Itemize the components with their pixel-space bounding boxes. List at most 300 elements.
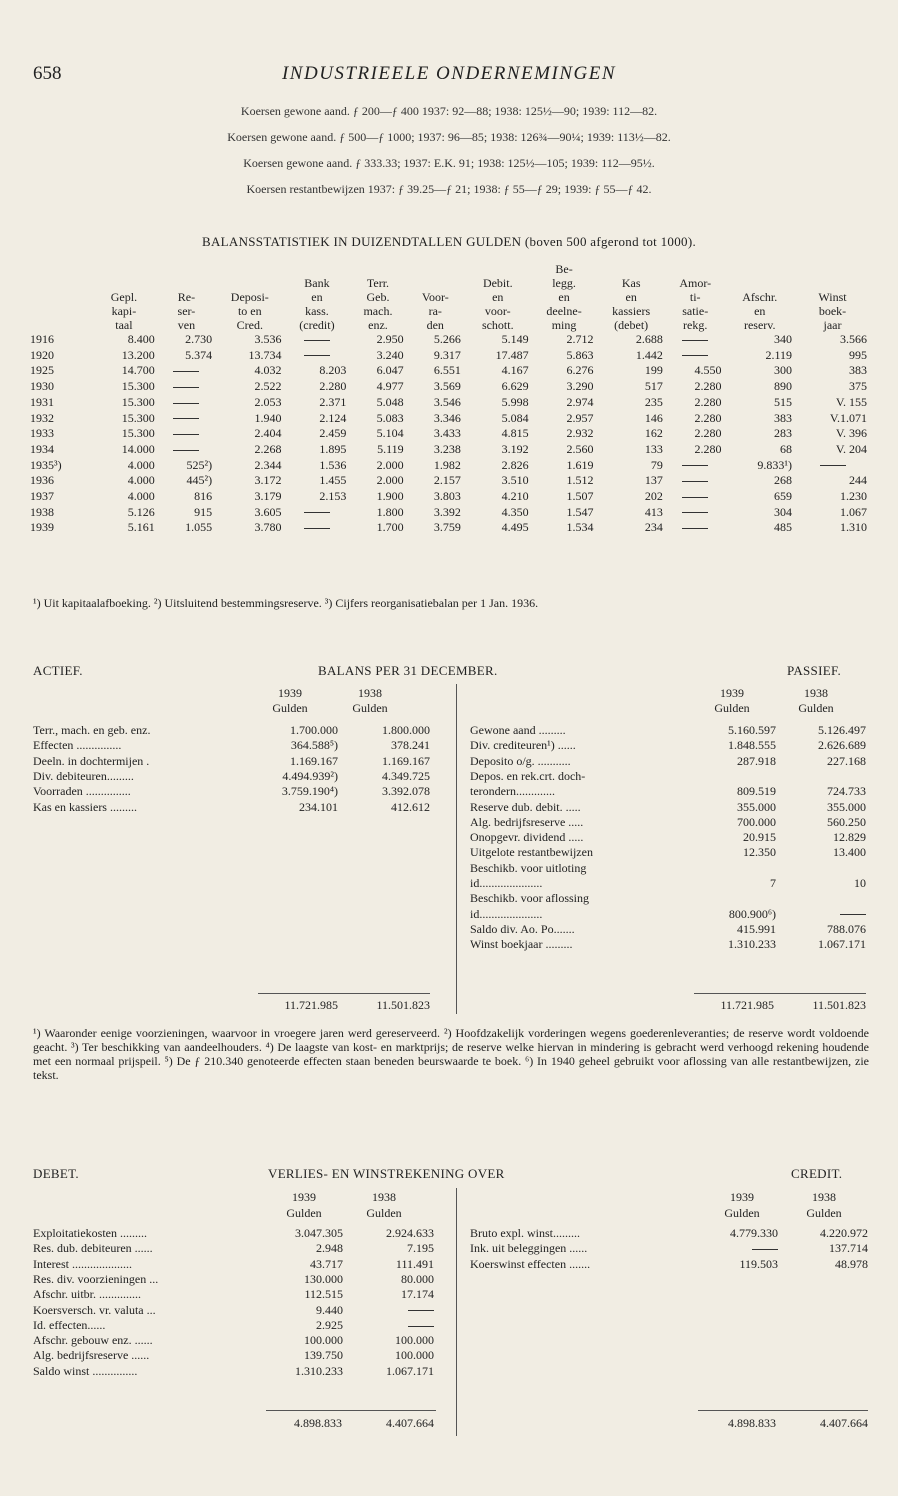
ledger-label: Terr., mach. en geb. enz. xyxy=(33,723,151,737)
ledger-label: Id. effecten...... xyxy=(33,1317,106,1332)
value-cell: 2.280 xyxy=(694,410,722,425)
value-cell: 517 xyxy=(644,379,663,394)
column-header xyxy=(407,262,464,276)
value-cell: 202 xyxy=(644,489,663,504)
value-cell: 2.119 xyxy=(765,347,792,362)
actief-heading: ACTIEF. xyxy=(33,663,83,678)
value-cell: 1.512 xyxy=(566,473,594,488)
ledger-value-1938: 2.626.689 xyxy=(818,738,866,753)
value-cell xyxy=(158,442,215,458)
value-cell: 15.300 xyxy=(121,379,155,394)
total-actief-1938: 11.501.823 xyxy=(376,998,430,1012)
ledger-value-1939: 12.350 xyxy=(743,845,776,860)
column-header: ser- xyxy=(177,304,196,318)
value-cell: 5.119 xyxy=(377,441,404,456)
value-cell: 915 xyxy=(194,504,213,519)
ledger-label: Beschikb. voor uitloting xyxy=(470,860,587,875)
value-cell: 525²) xyxy=(186,457,213,472)
ledger-value-1939: 112.515 xyxy=(304,1287,343,1302)
ledger-label: Alg. bedrijfsreserve ..... xyxy=(470,814,584,829)
ledger-value-1939: 355.000 xyxy=(737,799,776,814)
year-cell: 1916 xyxy=(30,332,54,346)
ledger-value-1939: 1.310.233 xyxy=(728,937,776,952)
ledger-value-1939: 2.925 xyxy=(316,1317,343,1332)
year-cell: 1937 xyxy=(30,489,54,504)
ledger-label: Onopgevr. dividend ..... xyxy=(470,830,584,845)
ledger-label: Effecten ............... xyxy=(33,738,122,753)
unit-header: Gulden xyxy=(272,701,308,715)
table-row xyxy=(30,442,870,458)
ledger-value-1938: 412.612 xyxy=(391,799,430,814)
year-cell: 1939 xyxy=(30,520,54,535)
ledger-label: Gewone aand ......... xyxy=(470,723,566,737)
year-header: 1939 xyxy=(292,1190,316,1204)
value-cell xyxy=(285,520,350,536)
value-cell: 5.083 xyxy=(376,410,404,425)
dash-mark xyxy=(304,528,330,529)
value-cell: 1.507 xyxy=(566,489,594,504)
value-cell xyxy=(285,348,350,364)
total-debet-1939: 4.898.833 xyxy=(294,1416,342,1430)
value-cell: 3.172 xyxy=(254,473,282,488)
total-debet-1938: 4.407.664 xyxy=(386,1416,434,1430)
column-header xyxy=(795,262,870,276)
table-row xyxy=(30,379,870,395)
column-header: taal xyxy=(115,318,133,332)
column-header xyxy=(596,262,665,276)
column-header xyxy=(725,262,795,276)
value-cell: 485 xyxy=(774,520,792,535)
column-header: en xyxy=(625,290,637,304)
value-cell: 14.000 xyxy=(121,441,155,456)
ledger-value-1939: 9.440 xyxy=(316,1302,343,1317)
column-header: en xyxy=(492,290,504,304)
value-cell: 659 xyxy=(774,489,792,504)
ledger-value-1938: 2.924.633 xyxy=(386,1226,434,1240)
value-cell: 1.940 xyxy=(254,410,282,425)
value-cell: 15.300 xyxy=(121,394,155,409)
unit-header: Gulden xyxy=(724,1206,760,1220)
value-cell: 244 xyxy=(849,473,867,488)
value-cell xyxy=(158,363,215,379)
column-header xyxy=(158,276,215,290)
column-header xyxy=(215,262,284,276)
value-cell: 2.000 xyxy=(376,457,404,472)
year-cell: 1938 xyxy=(30,504,54,519)
total-passief-1939: 11.721.985 xyxy=(720,998,774,1012)
column-header: voor- xyxy=(484,304,511,318)
column-header xyxy=(215,276,284,290)
value-cell: 2.950 xyxy=(376,332,404,346)
column-header: Kas xyxy=(621,276,641,290)
column-divider xyxy=(456,684,457,1014)
value-cell: 3.546 xyxy=(433,394,461,409)
ledger-value-1939: 20.915 xyxy=(743,830,776,845)
koersen-line: Koersen gewone aand. ƒ 333.33; 1937: E.K. 91; 1938: 125½—105; 1939: 112—95½. xyxy=(243,156,655,170)
value-cell: 2.344 xyxy=(254,457,282,472)
value-cell: 2.560 xyxy=(566,441,594,456)
ledger-value-1938: 80.000 xyxy=(401,1271,434,1286)
column-header: satie- xyxy=(682,304,709,318)
koersen-line: Koersen gewone aand. ƒ 200—ƒ 400 1937: 92—88; 1938: 125½—90; 1939: 112—82. xyxy=(240,104,658,118)
dash-mark xyxy=(682,497,708,498)
value-cell: 1.230 xyxy=(840,489,867,504)
value-cell xyxy=(666,348,725,364)
column-header xyxy=(90,276,158,290)
year-cell: 1930 xyxy=(30,379,54,394)
value-cell: 445²) xyxy=(186,473,213,488)
value-cell: 4.000 xyxy=(127,473,155,488)
value-cell: 3.566 xyxy=(840,332,867,346)
ledger-value-1938 xyxy=(776,907,866,921)
value-cell: 2.712 xyxy=(566,332,594,346)
value-cell: 234 xyxy=(644,520,663,535)
value-cell: 5.048 xyxy=(376,394,404,409)
value-cell: 137 xyxy=(644,473,663,488)
value-cell: 383 xyxy=(849,363,867,378)
ledger-value-1938: 1.067.171 xyxy=(818,937,866,952)
dash-mark xyxy=(682,481,708,482)
column-header: Deposi- xyxy=(230,290,269,304)
value-cell: 2.280 xyxy=(694,379,722,394)
year-cell: 1932 xyxy=(30,410,54,425)
value-cell xyxy=(666,458,725,474)
ledger-value-1938: 17.174 xyxy=(401,1287,434,1302)
value-cell: 3.192 xyxy=(501,441,529,456)
year-header: 1938 xyxy=(804,686,828,700)
value-cell: 3.759 xyxy=(433,520,461,535)
value-cell: 15.300 xyxy=(121,426,155,441)
column-header xyxy=(666,262,725,276)
ledger-label: Deposito o/g. ........... xyxy=(470,753,571,768)
ledger-value-1938: 378.241 xyxy=(391,738,430,753)
debet-heading: DEBET. xyxy=(33,1166,79,1181)
ledger-value-1939: 234.101 xyxy=(299,799,338,814)
value-cell: 383 xyxy=(774,410,792,425)
value-cell: 3.179 xyxy=(254,489,282,504)
value-cell: 5.161 xyxy=(127,520,155,535)
column-divider xyxy=(456,1188,457,1436)
value-cell: 2.826 xyxy=(501,457,529,472)
value-cell: 8.400 xyxy=(127,332,155,346)
ledger-value-1939: 5.160.597 xyxy=(728,723,776,737)
ledger-value-1938: 724.733 xyxy=(827,784,866,799)
column-header: mach. xyxy=(363,304,393,318)
value-cell xyxy=(666,473,725,489)
year-cell: 1925 xyxy=(30,363,54,378)
ledger-value-1938: 788.076 xyxy=(827,921,866,936)
value-cell: 5.126 xyxy=(127,504,155,519)
ledger-label: Kas en kassiers ......... xyxy=(33,799,137,814)
year-header: 1938 xyxy=(372,1190,396,1204)
page-number: 658 xyxy=(33,63,62,84)
value-cell: 2.157 xyxy=(433,473,461,488)
total-rule xyxy=(266,1410,436,1411)
ledger-label: Res. dub. debiteuren ...... xyxy=(33,1241,153,1256)
column-header: en xyxy=(558,290,570,304)
column-header: kapi- xyxy=(111,304,137,318)
ledger-value-1938: 137.714 xyxy=(829,1241,868,1256)
table-row xyxy=(30,395,870,411)
value-cell: 162 xyxy=(644,426,663,441)
year-cell: 1934 xyxy=(30,441,54,456)
value-cell: 5.104 xyxy=(376,426,404,441)
ledger-value-1938: 10 xyxy=(854,876,866,890)
column-header xyxy=(90,262,158,276)
value-cell: 1.055 xyxy=(185,520,213,535)
value-cell: V. 396 xyxy=(835,426,867,441)
ledger-value-1939: 4.494.939²) xyxy=(282,768,338,783)
value-cell: 5.863 xyxy=(566,347,594,362)
value-cell: 3.780 xyxy=(254,520,282,535)
value-cell: 1.900 xyxy=(376,489,404,504)
column-header: Cred. xyxy=(236,318,263,332)
page-title: INDUSTRIEELE ONDERNEMINGEN xyxy=(281,63,616,84)
table-row xyxy=(30,426,870,442)
ledger-value-1939: 3.759.190⁴) xyxy=(281,784,338,799)
value-cell: 283 xyxy=(774,426,792,441)
ledger-label: Interest .................... xyxy=(33,1256,132,1271)
value-cell xyxy=(666,520,725,536)
ledger-value-1939: 4.779.330 xyxy=(730,1226,778,1240)
value-cell: 3.392 xyxy=(433,504,461,519)
column-header: Re- xyxy=(177,290,196,304)
ledger-value-1938: 1.067.171 xyxy=(386,1363,434,1378)
ledger-label: terondern............. xyxy=(470,784,555,799)
balansstatistiek-table xyxy=(30,262,870,536)
ledger-value-1939: 100.000 xyxy=(304,1333,343,1348)
year-cell: 1936 xyxy=(30,473,54,488)
value-cell: 133 xyxy=(644,441,663,456)
value-cell: V. 204 xyxy=(835,441,867,456)
value-cell: 3.510 xyxy=(501,473,529,488)
unit-header: Gulden xyxy=(366,1206,402,1220)
value-cell: 3.238 xyxy=(433,441,461,456)
ledger-value-1938: 1.800.000 xyxy=(382,723,430,737)
ledger-label: Exploitatiekosten ......... xyxy=(33,1226,147,1240)
ledger-value-1939: 2.948 xyxy=(316,1241,343,1256)
ledger-value-1938: 111.491 xyxy=(395,1256,434,1271)
balans-notes: ¹) Waaronder eenige voorzieningen, waarvoor in vroegere jaren werd gereserveerd. ²) Hoofdzakelijk vorderingen wegens goederenleveranties; de reserve wordt voldoende geacht. ³) Ter beschikking van aandeelhouders. ⁴) De laagste van kost- en marktprijs; de reserve welke hiervan in mindering is gebracht werd verhoogd rekening houdende met een normaal prijspeil. ⁵) De ƒ 210.340 genoteerde effecten staan beneden beurswaarde te boek. ⁶) In 1940 geheel gebruikt voor aflossing van alle restantbewijzen, zie tekst. xyxy=(33,1026,869,1082)
value-cell: 5.998 xyxy=(501,394,529,409)
value-cell: 4.350 xyxy=(501,504,529,519)
column-header: reserv. xyxy=(743,318,776,332)
dash-mark xyxy=(304,340,330,341)
value-cell: 4.210 xyxy=(501,489,529,504)
dash-mark xyxy=(682,465,708,466)
ledger-label: Deeln. in dochtermijen . xyxy=(33,753,150,768)
ledger-value-1939: 119.503 xyxy=(739,1256,778,1271)
value-cell: 79 xyxy=(650,457,663,472)
ledger-value-1939: 1.700.000 xyxy=(290,723,338,737)
column-header: Bank xyxy=(304,276,330,290)
column-header: den xyxy=(426,318,444,332)
ledger-value-1938: 1.169.167 xyxy=(382,753,430,768)
unit-header: Gulden xyxy=(352,701,388,715)
value-cell: 9.317 xyxy=(433,347,461,362)
value-cell: 4.000 xyxy=(127,489,155,504)
value-cell: 1.800 xyxy=(376,504,404,519)
year-header: 1938 xyxy=(358,686,382,700)
value-cell xyxy=(666,332,725,348)
balansstatistiek-footnote: ¹) Uit kapitaalafboeking. ²) Uitsluitend bestemmingsreserve. ³) Cijfers reorganisatiebalan per 1 Jan. 1936. xyxy=(33,596,539,610)
value-cell: 68 xyxy=(780,441,792,456)
ledger-value-1939: 1.169.167 xyxy=(290,753,338,768)
value-cell: 15.300 xyxy=(121,410,155,425)
value-cell: 4.167 xyxy=(501,363,529,378)
value-cell: 413 xyxy=(644,504,663,519)
column-header: schott. xyxy=(481,318,514,332)
column-header: legg. xyxy=(552,276,576,290)
value-cell: 6.276 xyxy=(566,363,594,378)
column-header: Gepl. xyxy=(110,290,138,304)
value-cell: 1.536 xyxy=(319,457,347,472)
ledger-value-1938: 7.195 xyxy=(407,1241,434,1256)
table-row xyxy=(30,411,870,427)
year-header: 1938 xyxy=(812,1190,836,1204)
balansstatistiek-title: BALANSSTATISTIEK IN DUIZENDTALLEN GULDEN (boven 500 afgerond tot 1000). xyxy=(202,234,696,249)
ledger-value-1939: 800.900⁶) xyxy=(728,906,776,921)
column-header xyxy=(158,262,215,276)
year-cell: 1931 xyxy=(30,394,54,409)
unit-header: Gulden xyxy=(714,701,750,715)
ledger-label: Bruto expl. winst......... xyxy=(470,1226,580,1240)
dash-mark xyxy=(304,355,330,356)
value-cell: 3.346 xyxy=(433,410,461,425)
value-cell xyxy=(158,426,215,442)
value-cell: 2.280 xyxy=(319,379,347,394)
dash-mark xyxy=(682,355,708,356)
year-header: 1939 xyxy=(720,686,744,700)
value-cell: 2.730 xyxy=(185,332,213,346)
column-header xyxy=(464,262,532,276)
value-cell: 2.280 xyxy=(694,441,722,456)
ledger-value-1938: 48.978 xyxy=(835,1256,868,1271)
column-header: ming xyxy=(551,318,577,332)
ledger-value-1938: 4.220.972 xyxy=(820,1226,868,1240)
value-cell xyxy=(158,395,215,411)
ledger-value-1939: 130.000 xyxy=(304,1271,343,1286)
value-cell: 4.495 xyxy=(501,520,529,535)
column-header: rekg. xyxy=(683,318,708,332)
ledger-label: Res. div. voorzieningen ... xyxy=(33,1271,159,1286)
ledger-value-1938: 5.126.497 xyxy=(818,723,866,737)
column-header: en xyxy=(311,290,323,304)
value-cell: 3.290 xyxy=(566,379,594,394)
table-row xyxy=(30,458,870,474)
ledger-value-1939: 364.588⁵) xyxy=(290,738,338,753)
ledger-label: Saldo winst ............... xyxy=(33,1363,138,1378)
dash-mark xyxy=(840,914,866,915)
value-cell: 17.487 xyxy=(495,347,529,362)
column-header: Voor- xyxy=(421,290,449,304)
value-cell xyxy=(795,458,870,474)
dash-mark xyxy=(173,434,199,435)
value-cell xyxy=(285,332,350,348)
ledger-value-1939: 1.310.233 xyxy=(295,1363,343,1378)
value-cell: 3.803 xyxy=(433,489,461,504)
dash-mark xyxy=(173,371,199,372)
column-header: Debit. xyxy=(482,276,513,290)
ledger-value-1938: 12.829 xyxy=(833,830,866,845)
value-cell: 4.815 xyxy=(501,426,529,441)
ledger-value-1938: 100.000 xyxy=(395,1348,434,1363)
unit-header: Gulden xyxy=(806,1206,842,1220)
ledger-label: Uitgelote restantbewijzen xyxy=(470,845,593,860)
value-cell: 1.982 xyxy=(433,457,461,472)
value-cell: 1.534 xyxy=(566,520,594,535)
table-row xyxy=(30,505,870,521)
credit-heading: CREDIT. xyxy=(791,1166,843,1181)
value-cell: 6.551 xyxy=(433,363,461,378)
value-cell: 995 xyxy=(849,347,867,362)
value-cell: 268 xyxy=(774,473,792,488)
value-cell: 3.569 xyxy=(433,379,461,394)
ledger-label: Voorraden ............... xyxy=(33,784,131,799)
year-header: 1939 xyxy=(278,686,302,700)
ledger-label: id..................... xyxy=(470,876,543,890)
ledger-value-1939: 139.750 xyxy=(304,1348,343,1363)
value-cell: 4.032 xyxy=(254,363,282,378)
dash-mark xyxy=(682,340,708,341)
value-cell: 5.084 xyxy=(501,410,529,425)
unit-header: Gulden xyxy=(798,701,834,715)
ledger-value-1938: 100.000 xyxy=(395,1333,434,1348)
dash-mark xyxy=(682,528,708,529)
value-cell: 375 xyxy=(849,379,867,394)
value-cell xyxy=(666,489,725,505)
value-cell: 3.240 xyxy=(376,347,404,362)
dash-mark xyxy=(408,1310,434,1311)
ledger-value-1938: 355.000 xyxy=(827,799,866,814)
ledger-value-1938 xyxy=(344,1318,434,1332)
value-cell: 304 xyxy=(774,504,792,519)
column-header: to en xyxy=(237,304,262,318)
value-cell: 1.310 xyxy=(840,520,867,535)
value-cell: 2.000 xyxy=(376,473,404,488)
unit-header: Gulden xyxy=(286,1206,322,1220)
value-cell: 8.203 xyxy=(319,363,347,378)
ledger-value-1939: 1.848.555 xyxy=(728,738,776,753)
ledger-value-1939: 7 xyxy=(770,876,776,890)
column-header: (debet) xyxy=(614,318,649,332)
dash-mark xyxy=(173,387,199,388)
value-cell: 2.124 xyxy=(319,410,347,425)
dash-mark xyxy=(173,450,199,451)
year-cell: 1935³) xyxy=(30,457,62,472)
column-header: Terr. xyxy=(366,276,390,290)
value-cell: 6.629 xyxy=(501,379,529,394)
ledger-value-1939: 43.717 xyxy=(310,1256,343,1271)
value-cell: 2.280 xyxy=(694,426,722,441)
table-row xyxy=(30,332,870,348)
ledger-label: Ink. uit beleggingen ...... xyxy=(470,1241,588,1256)
value-cell: 1.067 xyxy=(840,504,867,519)
dash-mark xyxy=(820,465,846,466)
ledger-label: Depos. en rek.crt. doch- xyxy=(470,768,586,783)
value-cell: 1.455 xyxy=(319,473,347,488)
value-cell: 2.404 xyxy=(254,426,282,441)
ledger-label: Koerswinst effecten ....... xyxy=(470,1256,591,1271)
value-cell: 235 xyxy=(644,394,663,409)
table-row xyxy=(30,489,870,505)
column-header: en xyxy=(754,304,766,318)
column-header xyxy=(725,276,795,290)
ledger-label: Div. crediteuren¹) ...... xyxy=(470,738,576,753)
value-cell: 5.149 xyxy=(501,332,529,346)
column-header: ven xyxy=(177,318,196,332)
value-cell: 9.833¹) xyxy=(757,457,792,472)
